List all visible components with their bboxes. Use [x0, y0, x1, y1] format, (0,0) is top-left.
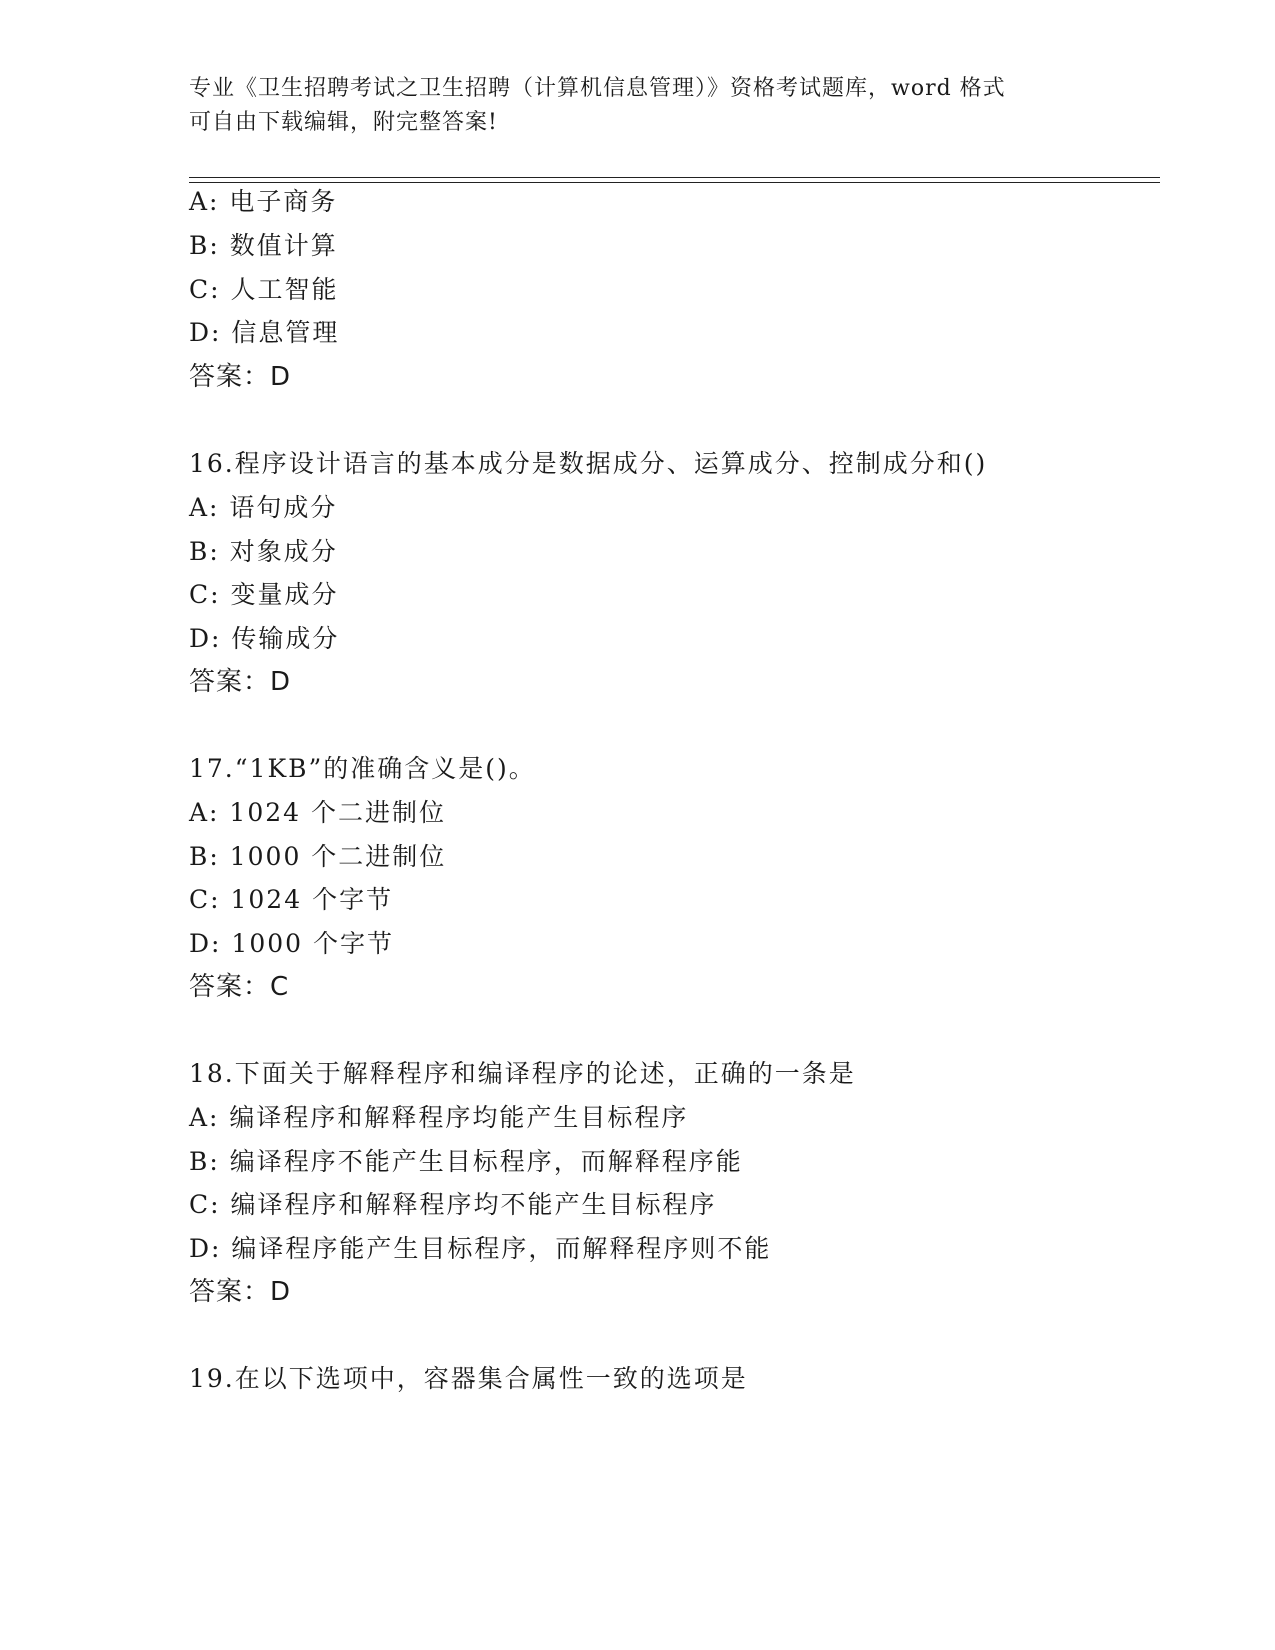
header-divider-top — [189, 177, 1160, 178]
q16-question: 16.程序设计语言的基本成分是数据成分、运算成分、控制成分和() — [189, 449, 988, 478]
q16-option-b: B: 对象成分 — [189, 537, 338, 566]
q15-option-d: D: 信息管理 — [189, 318, 340, 347]
q17-option-d: D: 1000 个字节 — [189, 929, 394, 958]
q15-option-a: A: 电子商务 — [189, 187, 338, 216]
q18-option-c: C: 编译程序和解释程序均不能产生目标程序 — [189, 1190, 717, 1219]
q15-option-b: B: 数值计算 — [189, 231, 338, 260]
q18-answer: 答案：D — [189, 1277, 292, 1307]
q17-option-b: B: 1000 个二进制位 — [189, 842, 447, 871]
q18-option-d: D: 编译程序能产生目标程序，而解释程序则不能 — [189, 1234, 772, 1263]
q15-option-c: C: 人工智能 — [189, 275, 339, 304]
q18-question: 18.下面关于解释程序和编译程序的论述，正确的一条是 — [189, 1059, 856, 1088]
q17-option-a: A: 1024 个二进制位 — [189, 798, 446, 827]
q17-option-c: C: 1024 个字节 — [189, 885, 394, 914]
document-header — [189, 72, 1089, 140]
q16-option-d: D: 传输成分 — [189, 624, 340, 653]
q16-option-c: C: 变量成分 — [189, 580, 339, 609]
header-divider-bottom — [189, 182, 1160, 183]
q16-option-a: A: 语句成分 — [189, 493, 338, 522]
q18-option-b: B: 编译程序不能产生目标程序，而解释程序能 — [189, 1147, 743, 1176]
header-line-1: 专业《卫生招聘考试之卫生招聘（计算机信息管理）》资格考试题库，word 格式 — [189, 76, 1006, 101]
q17-answer: 答案：C — [189, 972, 290, 1002]
q19-question: 19.在以下选项中，容器集合属性一致的选项是 — [189, 1364, 748, 1393]
q16-answer: 答案：D — [189, 667, 292, 697]
q18-option-a: A: 编译程序和解释程序均能产生目标程序 — [189, 1103, 689, 1132]
q17-question: 17.“1KB”的准确含义是()。 — [189, 754, 536, 783]
q15-answer: 答案：D — [189, 362, 292, 392]
header-line-2: 可自由下载编辑，附完整答案! — [189, 110, 498, 135]
